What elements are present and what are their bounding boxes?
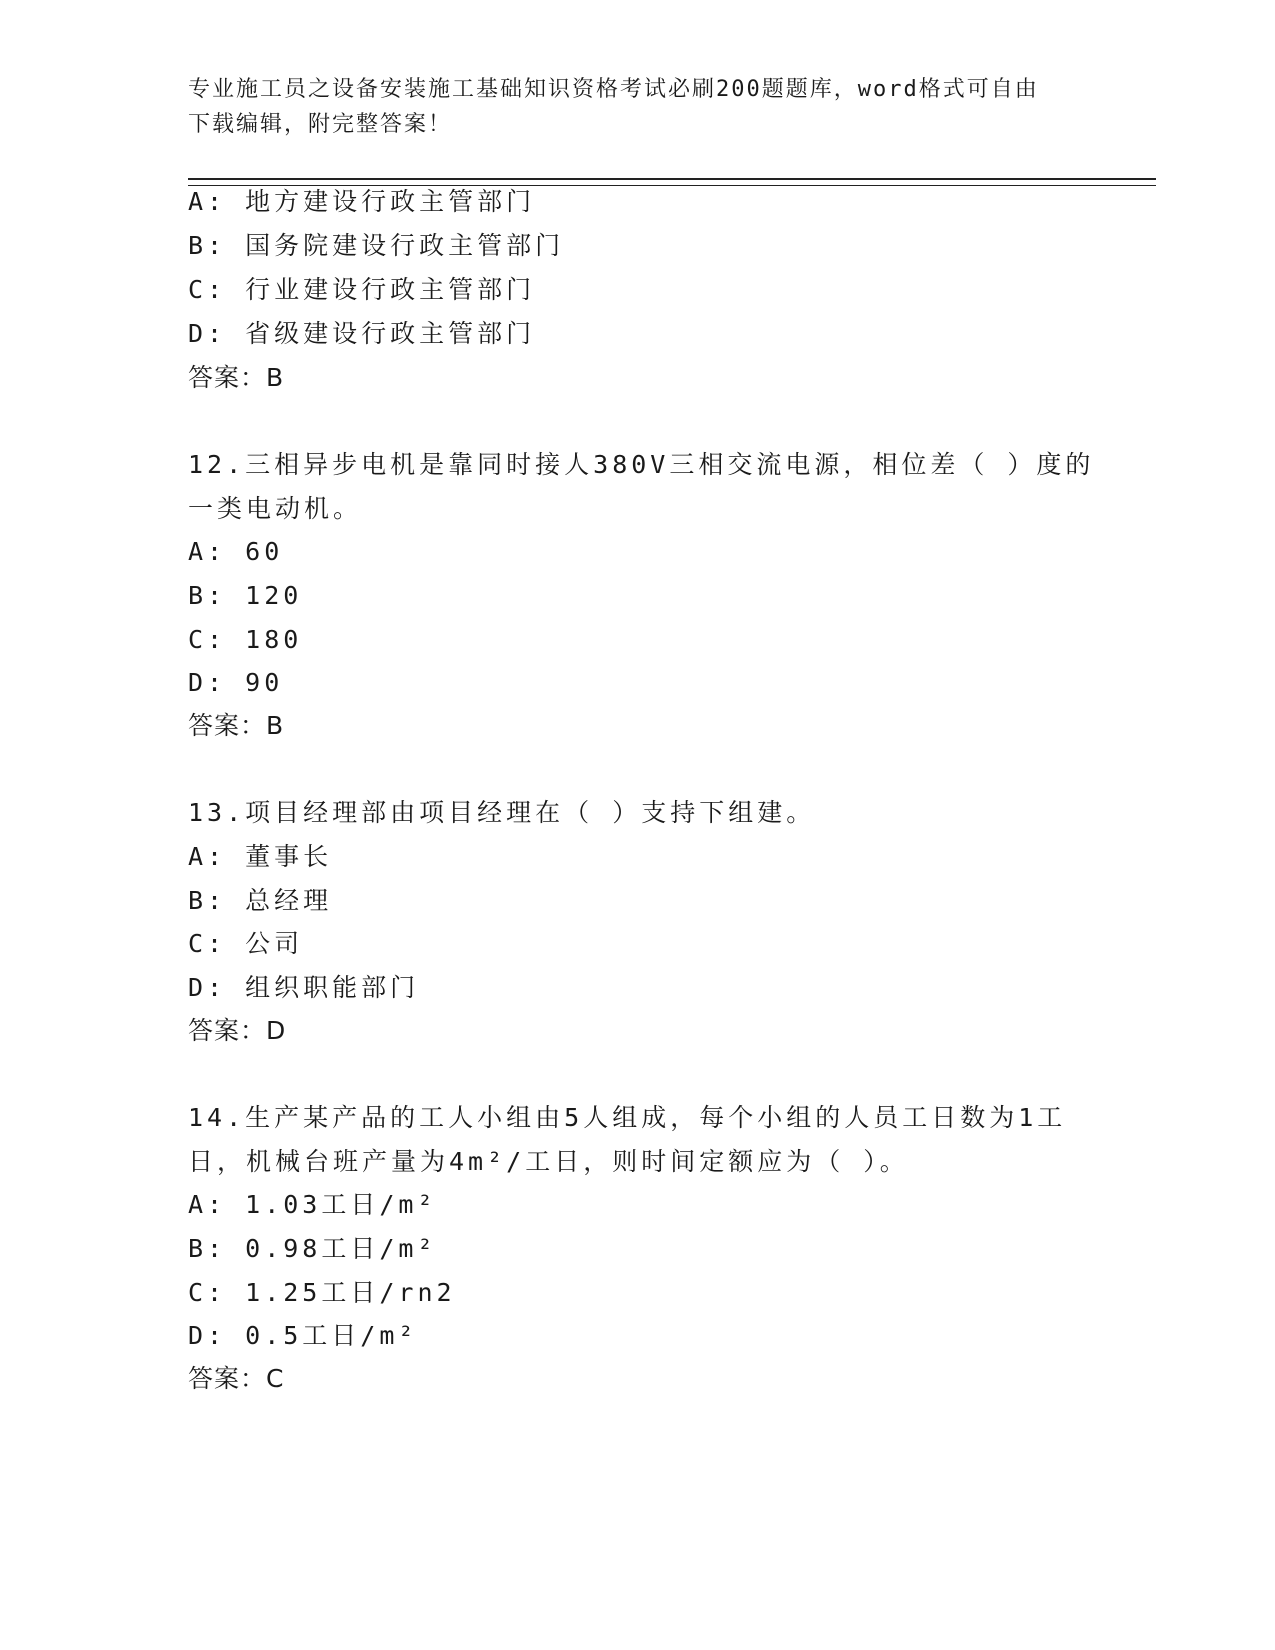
q13-option-a: A: 董事长 <box>188 842 333 871</box>
header-line-2: 下载编辑，附完整答案！ <box>188 112 453 137</box>
q14-option-a: A: 1.03工日/m² <box>188 1190 437 1219</box>
q13-answer: 答案：D <box>188 1016 287 1045</box>
q12-option-a: A: 60 <box>188 537 284 566</box>
q11-option-b: B: 国务院建设行政主管部门 <box>188 231 565 260</box>
q14-stem-line-2: 日，机械台班产量为4m²/工日，则时间定额应为（ ）。 <box>188 1147 909 1176</box>
header-divider <box>188 178 1156 186</box>
q12-stem-line-1: 12.三相异步电机是靠同时接人380V三相交流电源，相位差（ ）度的 <box>188 450 1095 479</box>
header-line-1: 专业施工员之设备安装施工基础知识资格考试必刷200题题库，word格式可自由 <box>188 77 1039 102</box>
q12-stem-line-2: 一类电动机。 <box>188 494 363 523</box>
q13-option-c: C: 公司 <box>188 929 304 958</box>
q12-option-d: D: 90 <box>188 668 284 697</box>
q11-option-a: A: 地方建设行政主管部门 <box>188 187 536 216</box>
document-header <box>188 72 1068 142</box>
q13-option-b: B: 总经理 <box>188 886 333 915</box>
q11-answer: 答案：B <box>188 363 285 392</box>
q12-answer: 答案：B <box>188 711 285 740</box>
q13-option-d: D: 组织职能部门 <box>188 973 420 1002</box>
q14-option-c: C: 1.25工日/rn2 <box>188 1278 456 1307</box>
q14-option-d: D: 0.5工日/m² <box>188 1321 418 1350</box>
q14-answer: 答案：C <box>188 1364 285 1393</box>
q11-option-d: D: 省级建设行政主管部门 <box>188 319 536 348</box>
q12-option-b: B: 120 <box>188 581 303 610</box>
q11-option-c: C: 行业建设行政主管部门 <box>188 275 536 304</box>
q12-option-c: C: 180 <box>188 625 303 654</box>
q14-stem-line-1: 14.生产某产品的工人小组由5人组成，每个小组的人员工日数为1工 <box>188 1103 1067 1132</box>
q14-option-b: B: 0.98工日/m² <box>188 1234 437 1263</box>
q13-stem-line-1: 13.项目经理部由项目经理在（ ）支持下组建。 <box>188 798 816 827</box>
